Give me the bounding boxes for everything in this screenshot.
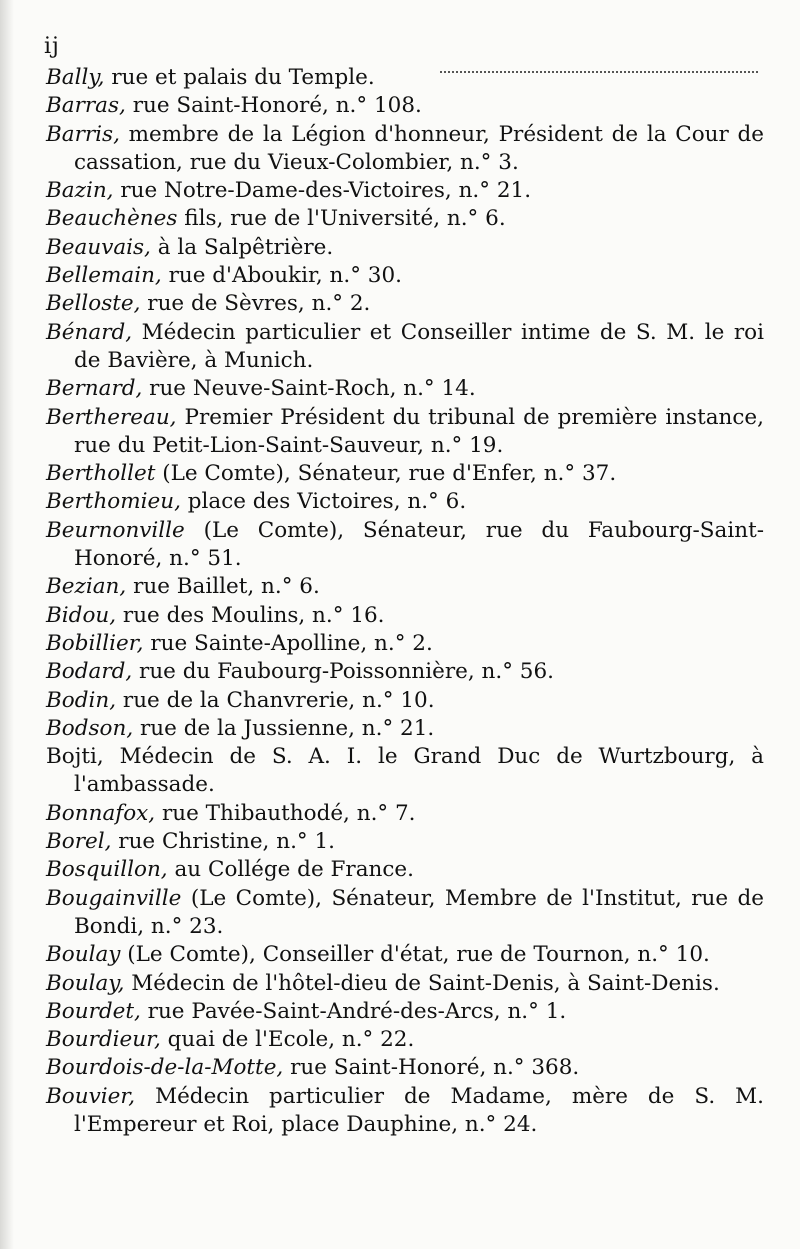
entry-name: Bénard,	[46, 319, 133, 345]
entry-name: Bouvier,	[46, 1083, 136, 1109]
entry-name: Boulay	[46, 942, 121, 968]
directory-entry	[46, 687, 764, 715]
entry-details: rue de la Jussienne, n.° 21.	[133, 715, 435, 741]
entry-details: rue de la Chanvrerie, n.° 10.	[116, 687, 435, 713]
entry-details: rue des Moulins, n.° 16.	[116, 602, 385, 628]
entry-name: Bourdieur,	[46, 1027, 161, 1053]
entry-details: quai de l'Ecole, n.° 22.	[160, 1027, 415, 1053]
entry-name: Bidou,	[46, 602, 117, 628]
entry-details: Médecin particulier et Conseiller intime de S. M. le roi de Bavière, à Munich.	[74, 319, 764, 373]
entry-details: rue et palais du Temple.	[104, 65, 375, 90]
directory-entry	[46, 92, 764, 120]
entry-name: Bodin,	[46, 687, 117, 713]
entry-details: Médecin de l'hôtel-dieu de Saint-Denis, à Saint-Denis.	[124, 970, 720, 996]
directory-entry	[46, 375, 764, 403]
entry-name: Berthollet	[46, 461, 156, 487]
entry-name: Beurnonville	[46, 517, 185, 543]
entry-name: Bernard,	[46, 376, 143, 402]
entry-details: Médecin particulier de Madame, mère de S. M. l'Empereur et Roi, place Dauphine, n.° 24.	[74, 1083, 764, 1137]
entry-details: (Le Comte), Sénateur, rue du Faubourg-Saint-Honoré, n.° 51.	[74, 517, 764, 572]
directory-entry	[46, 262, 764, 290]
directory-entry	[46, 658, 764, 686]
directory-entry	[46, 941, 764, 969]
page-number: ij	[44, 34, 60, 59]
directory-entry	[46, 602, 764, 630]
directory-entry	[46, 205, 764, 233]
entry-details: (Le Comte), Sénateur, rue d'Enfer, n.° 37.	[155, 461, 617, 487]
entry-details: rue Saint-Honoré, n.° 368.	[283, 1055, 580, 1081]
directory-entry	[46, 1083, 764, 1140]
entry-name: Barras,	[46, 93, 126, 119]
entry-name: Boulay,	[46, 970, 125, 996]
entry-name: Bosquillon,	[46, 857, 168, 883]
directory-entry	[46, 970, 764, 998]
directory-entry	[46, 1026, 764, 1054]
directory-entry	[46, 998, 764, 1026]
entry-details: rue Baillet, n.° 6.	[126, 574, 320, 600]
entry-name: Barris,	[46, 121, 120, 147]
entry-details: rue Thibauthodé, n.° 7.	[155, 800, 416, 826]
entry-details: rue Neuve-Saint-Roch, n.° 14.	[142, 376, 476, 402]
entry-name: Bojti,	[46, 744, 104, 770]
directory-entry	[46, 828, 764, 856]
entry-name: Beauchènes	[46, 206, 178, 232]
entry-details: rue Saint-Honoré, n.° 108.	[125, 93, 422, 119]
entry-details: Premier Président du tribunal de première instance, rue du Petit-Lion-Saint-Sauveur, n.° 19.	[74, 404, 764, 458]
directory-list	[46, 64, 764, 1139]
entry-name: Berthereau,	[46, 404, 177, 430]
entry-details: rue Christine, n.° 1.	[111, 829, 336, 855]
entry-name: Bonnafox,	[46, 800, 156, 826]
entry-name: Bourdois-de-la-Motte,	[46, 1055, 284, 1081]
entry-details: fils, rue de l'Université, n.° 6.	[177, 206, 506, 232]
entry-name: Beauvais,	[46, 234, 151, 260]
directory-entry	[46, 488, 764, 516]
entry-details: (Le Comte), Sénateur, Membre de l'Institut, rue de Bondi, n.° 23.	[74, 885, 764, 939]
entry-name: Borel,	[46, 829, 112, 855]
entry-details: rue Pavée-Saint-André-des-Arcs, n.° 1.	[140, 998, 567, 1024]
entry-details: Médecin de S. A. I. le Grand Duc de Wurtzbourg, à l'ambassade.	[74, 744, 764, 798]
entry-name: Bazin,	[46, 178, 114, 204]
entry-details: rue Sainte-Apolline, n.° 2.	[143, 630, 433, 656]
page-edge-shadow	[0, 0, 14, 1249]
entry-name: Belloste,	[46, 291, 141, 317]
directory-entry	[46, 856, 764, 884]
directory-entry	[46, 177, 764, 205]
entry-details: membre de la Légion d'honneur, Président de la Cour de cassation, rue du Vieux-Colombier, n.° 3.	[74, 121, 764, 175]
directory-entry	[46, 1054, 764, 1082]
entry-name: Bodard,	[46, 659, 133, 685]
entry-name: Bezian,	[46, 574, 127, 600]
entry-details: place des Victoires, n.° 6.	[180, 489, 467, 515]
entry-details: rue Notre-Dame-des-Victoires, n.° 21.	[113, 178, 532, 204]
entry-name: Bougainville	[46, 885, 182, 911]
directory-entry	[46, 404, 764, 461]
directory-entry	[46, 64, 764, 92]
entry-name: Bodson,	[46, 715, 134, 741]
entry-name: Bellemain,	[46, 263, 162, 289]
entry-name: Berthomieu,	[46, 489, 181, 515]
directory-entry	[46, 319, 764, 376]
entry-details: rue d'Aboukir, n.° 30.	[161, 263, 402, 289]
entry-details: à la Salpêtrière.	[150, 234, 334, 260]
directory-entry	[46, 743, 764, 800]
directory-entry	[46, 715, 764, 743]
entry-details: au Collége de France.	[167, 857, 414, 883]
directory-entry	[46, 517, 764, 574]
entry-details: (Le Comte), Conseiller d'état, rue de Tournon, n.° 10.	[120, 942, 710, 968]
directory-entry	[46, 630, 764, 658]
directory-entry	[46, 290, 764, 318]
entry-details: rue du Faubourg-Poissonnière, n.° 56.	[132, 659, 554, 685]
directory-entry	[46, 460, 764, 488]
directory-entry	[46, 800, 764, 828]
entry-name: Bobillier,	[46, 630, 144, 656]
directory-entry	[46, 885, 764, 942]
entry-name: Bourdet,	[46, 998, 141, 1024]
directory-entry	[46, 121, 764, 178]
directory-entry	[46, 234, 764, 262]
entry-name: Bally,	[46, 65, 105, 90]
directory-entry	[46, 573, 764, 601]
entry-details: rue de Sèvres, n.° 2.	[140, 291, 371, 317]
